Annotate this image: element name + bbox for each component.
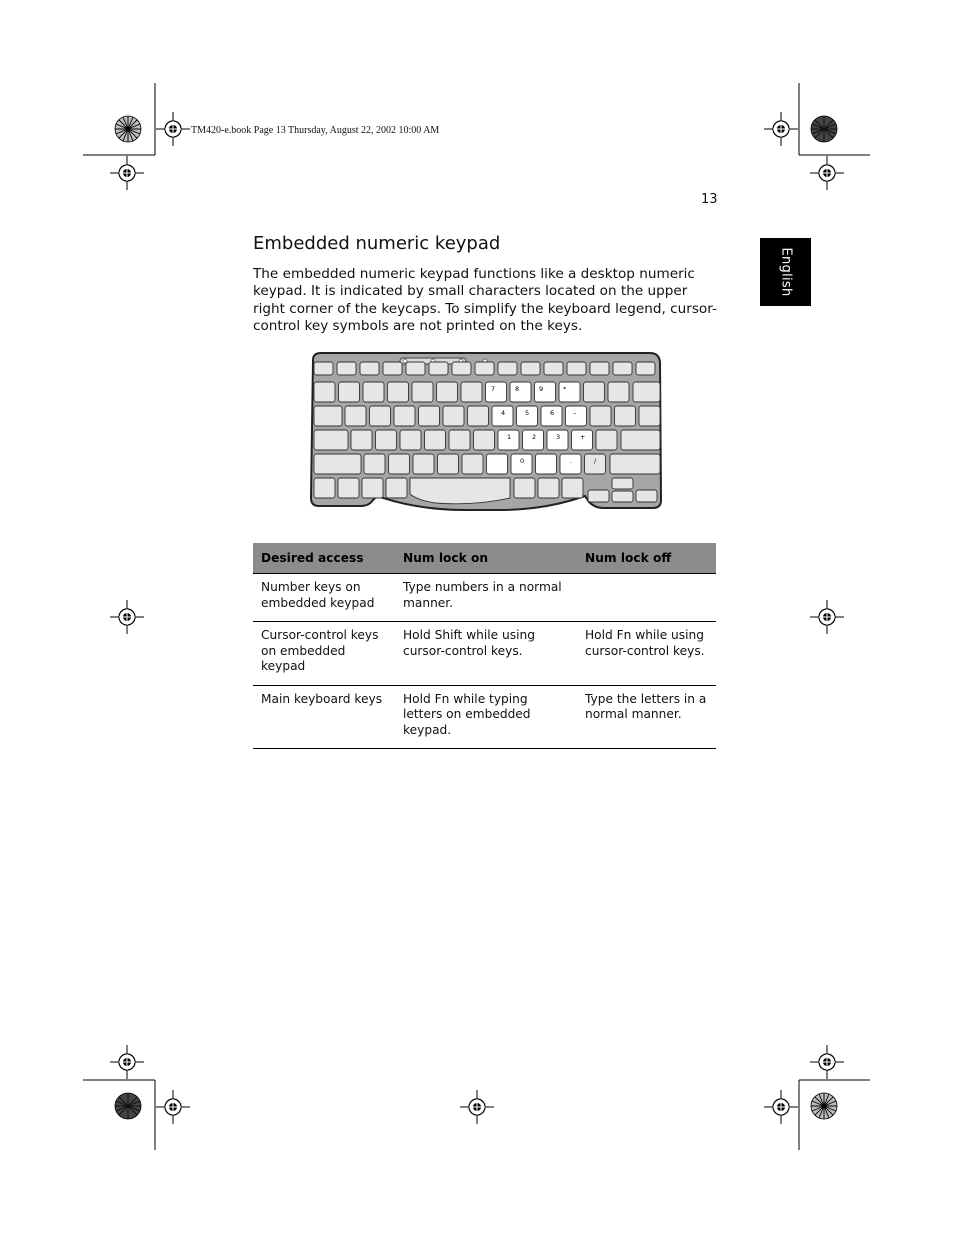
header-desired-access: Desired access (253, 543, 395, 574)
keypad-legend: 9 (539, 385, 544, 393)
keyboard-key (383, 362, 402, 375)
keyboard-key (443, 406, 464, 426)
header-num-lock-on: Num lock on (395, 543, 577, 574)
keyboard-key (386, 478, 407, 498)
table-header-row (253, 543, 716, 574)
keyboard-key (437, 382, 458, 402)
keyboard-key (452, 362, 471, 375)
intro-paragraph: The embedded numeric keypad functions like a desktop numeric keypad. It is indicated by small characters located on the upper right corner of the keycaps. To simplify the keyboard legend, cursor-control key symbols are not printed on the keys. (253, 266, 717, 335)
table-row (253, 622, 716, 686)
keypad-legend: 5 (525, 409, 530, 417)
keypad-legend: 3 (556, 433, 561, 441)
keypad-legend: 4 (501, 409, 506, 417)
keyboard-key (468, 406, 489, 426)
keyboard-key (360, 362, 379, 375)
print-header: TM420-e.book Page 13 Thursday, August 22, 2002 10:00 AM (191, 125, 440, 136)
keyboard-key (429, 362, 448, 375)
keyboard-key (389, 454, 410, 474)
keypad-legend: 2 (532, 433, 537, 441)
keyboard-key (406, 362, 425, 375)
keyboard-key (413, 454, 434, 474)
keypad-legend: 8 (515, 385, 520, 393)
keyboard-key (621, 430, 660, 450)
keyboard-key (514, 478, 535, 498)
keypad-key (487, 454, 508, 474)
keypad-key (536, 454, 557, 474)
table-cell: Cursor-control keys on embedded keypad (253, 622, 395, 686)
keyboard-key (314, 478, 335, 498)
table-row (253, 685, 716, 749)
keyboard-key (314, 382, 335, 402)
keyboard-key (362, 478, 383, 498)
keyboard-key (590, 362, 609, 375)
table-cell: Hold Shift while using cursor-control keys. (395, 622, 577, 686)
keypad-key (510, 382, 531, 402)
keyboard-key (633, 382, 660, 402)
table-cell: Main keyboard keys (253, 685, 395, 749)
keyboard-key (438, 454, 459, 474)
keyboard-key (636, 490, 657, 502)
keypad-key (486, 382, 507, 402)
keypad-legend: 0 (520, 457, 525, 465)
keyboard-key (521, 362, 540, 375)
keypad-key (535, 382, 556, 402)
table-cell: Type the letters in a normal manner. (577, 685, 716, 749)
keyboard-key (419, 406, 440, 426)
keypad-access-table (253, 543, 716, 749)
keyboard-key (425, 430, 446, 450)
keyboard-key (615, 406, 636, 426)
keyboard-key (314, 406, 342, 426)
table-cell: Type numbers in a normal manner. (395, 574, 577, 622)
keypad-legend: 1 (507, 433, 512, 441)
keyboard-key (610, 454, 660, 474)
space-bar (410, 478, 510, 504)
keyboard-key (388, 382, 409, 402)
keyboard-key (364, 454, 385, 474)
table-cell: Number keys on embedded keypad (253, 574, 395, 622)
keyboard-key (345, 406, 366, 426)
keyboard-key (567, 362, 586, 375)
keyboard-key (636, 362, 655, 375)
keyboard-key (412, 382, 433, 402)
keyboard-key (612, 478, 633, 489)
page-number: 13 (701, 192, 718, 207)
keyboard-key (475, 362, 494, 375)
keyboard-key (314, 362, 333, 375)
keyboard-key (538, 478, 559, 498)
keyboard-key (337, 362, 356, 375)
keyboard-key (584, 382, 605, 402)
keyboard-key (394, 406, 415, 426)
keyboard-key (639, 406, 660, 426)
table-cell: Hold Fn while typing letters on embedded keypad. (395, 685, 577, 749)
keyboard-key (461, 382, 482, 402)
language-tab (760, 238, 811, 306)
keyboard-key (590, 406, 611, 426)
keyboard-key (612, 491, 633, 502)
table-row (253, 574, 716, 622)
keypad-legend: 7 (491, 385, 496, 393)
keypad-legend: . (570, 457, 573, 465)
keypad-legend: * (563, 385, 567, 393)
keyboard-key (314, 430, 348, 450)
keyboard-key (376, 430, 397, 450)
keyboard-key (608, 382, 629, 402)
keyboard-key (474, 430, 495, 450)
keypad-legend: + (580, 433, 586, 441)
keyboard-key (613, 362, 632, 375)
keyboard-key (338, 478, 359, 498)
keyboard-key (400, 430, 421, 450)
keypad-legend: – (573, 409, 577, 417)
keyboard-key (498, 362, 517, 375)
keypad-legend: 6 (550, 409, 555, 417)
keyboard-illustration (305, 350, 665, 515)
language-tab-label: English (778, 247, 793, 297)
keyboard-key (351, 430, 372, 450)
header-num-lock-off: Num lock off (577, 543, 716, 574)
keyboard-key (562, 478, 583, 498)
table-cell (577, 574, 716, 622)
keyboard-key (339, 382, 360, 402)
keyboard-key (314, 454, 361, 474)
keyboard-key (596, 430, 617, 450)
section-title: Embedded numeric keypad (253, 233, 501, 254)
keyboard-key (462, 454, 483, 474)
keyboard-key (363, 382, 384, 402)
keyboard-key (370, 406, 391, 426)
table-cell: Hold Fn while using cursor-control keys. (577, 622, 716, 686)
keyboard-key (588, 490, 609, 502)
keypad-legend: / (594, 457, 597, 465)
keyboard-key (544, 362, 563, 375)
keyboard-key (449, 430, 470, 450)
